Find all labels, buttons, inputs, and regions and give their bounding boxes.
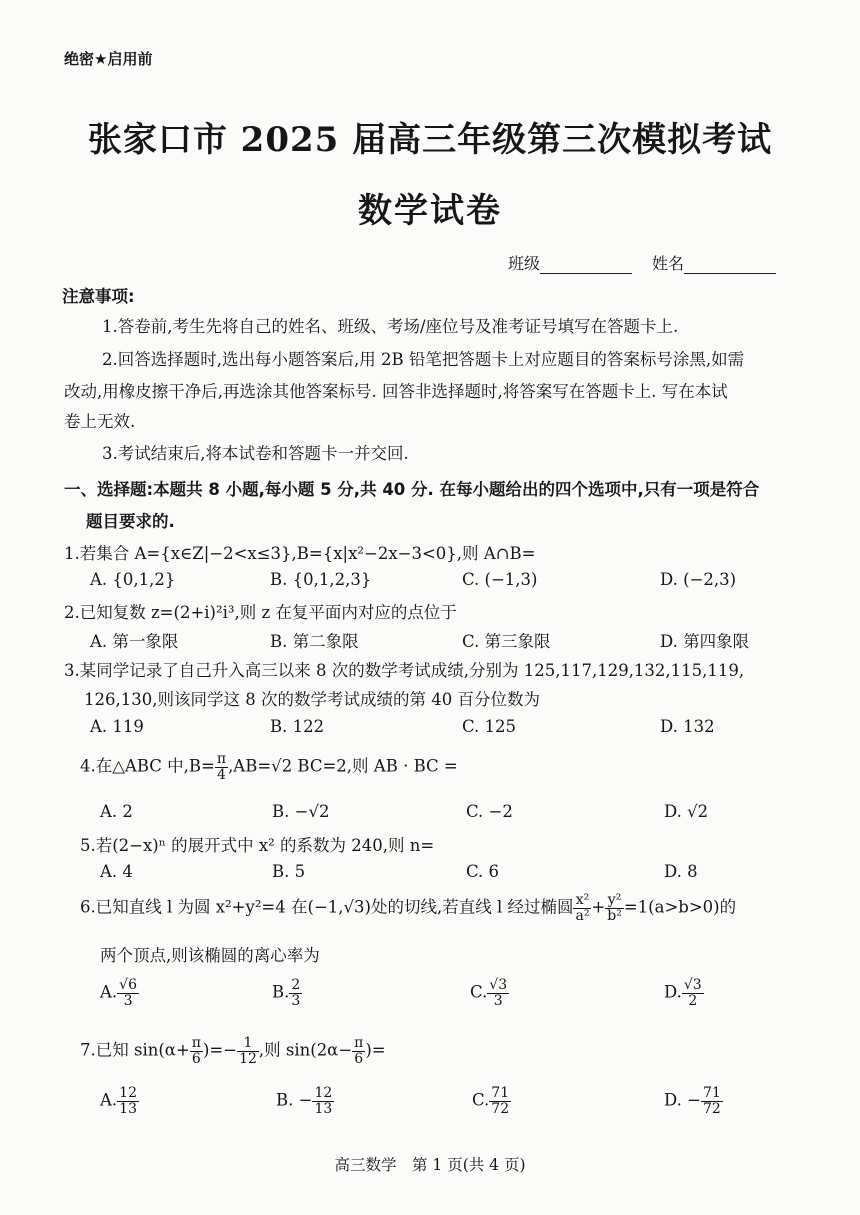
- q6-d-label: D.: [664, 982, 682, 1002]
- q7-f2-num: 1: [237, 1036, 259, 1052]
- q7-stem-d: )=: [365, 1040, 386, 1060]
- q6-stem-start: 6.已知直线 l 为圆 x²+y²=4 在(−1,√3)处的切线,若直线 l 经过椭圆: [80, 897, 574, 917]
- q7-b-frac: [312, 1086, 334, 1116]
- q6-a-num: √6: [119, 977, 137, 993]
- q6-d-num: √3: [683, 977, 702, 993]
- question-5-stem: 5.若(2−x)ⁿ 的展开式中 x² 的系数为 240,则 n=: [80, 836, 435, 855]
- q7-frac-3: [352, 1036, 365, 1066]
- q6-frac-x: [573, 893, 591, 923]
- q2-option-d: D. 第四象限: [660, 632, 750, 651]
- q1-option-b: B. {0,1,2,3}: [270, 570, 372, 589]
- note-3: 3.考试结束后,将本试卷和答题卡一并交回.: [102, 444, 409, 463]
- q6-plus: +: [591, 897, 606, 917]
- note-2-cont: 改动,用橡皮擦干净后,再选涂其他答案标号. 回答非选择题时,将答案写在答题卡上. 写在本试: [64, 382, 728, 401]
- q6-fy-num: y²: [605, 893, 624, 909]
- q2-option-a: A. 第一象限: [90, 632, 179, 651]
- q7-f2-den: 12: [239, 1050, 257, 1067]
- q6-c-den: 3: [493, 992, 503, 1009]
- q6-option-b: [272, 978, 302, 1008]
- q4-frac-num: π: [216, 751, 227, 767]
- q6-b-label: B.: [272, 982, 290, 1002]
- q6-fx-den: a²: [575, 907, 590, 924]
- q7-d-frac: [701, 1086, 723, 1116]
- q4-frac-den: 4: [217, 766, 226, 783]
- q6-a-label: A.: [100, 982, 118, 1002]
- q7-a-num: 12: [119, 1085, 137, 1101]
- q6-option-d: [664, 978, 704, 1008]
- q6-option-c: [470, 978, 509, 1008]
- exam-subtitle: 数学试卷: [358, 191, 502, 231]
- q7-d-label: D. −: [664, 1090, 701, 1110]
- q7-c-num: 71: [491, 1085, 510, 1101]
- q6-stem-end: =1(a>b>0)的: [623, 897, 737, 917]
- q6-b-num: 2: [291, 977, 301, 993]
- note-2: 2.回答选择题时,选出每小题答案后,用 2B 铅笔把答题卡上对应题目的答案标号涂黑,如需: [102, 350, 745, 369]
- q6-c-frac: [487, 978, 509, 1008]
- q7-f3-den: 6: [354, 1050, 364, 1067]
- note-1: 1.答卷前,考生先将自己的姓名、班级、考场/座位号及准考证号填写在答题卡上.: [102, 317, 679, 336]
- q6-a-den: 3: [123, 992, 133, 1009]
- name-blank: [684, 255, 776, 274]
- q7-c-label: C.: [472, 1090, 490, 1110]
- q7-b-num: 12: [314, 1085, 333, 1101]
- q7-frac-1: [190, 1036, 203, 1066]
- q6-option-a: [100, 978, 139, 1008]
- q3-option-d: D. 132: [660, 717, 715, 736]
- class-field: [508, 251, 632, 274]
- section-heading-cont: 题目要求的.: [86, 512, 175, 531]
- q5-option-a: A. 4: [100, 862, 133, 881]
- q7-option-a: [100, 1086, 139, 1116]
- name-label: 姓名: [652, 254, 685, 273]
- q6-b-den: 3: [291, 992, 301, 1009]
- q4-option-c: C. −2: [466, 802, 513, 821]
- q4-fraction: [215, 752, 228, 782]
- q3-option-a: A. 119: [90, 717, 144, 736]
- q4-option-a: A. 2: [100, 802, 133, 821]
- q7-c-frac: [489, 1086, 511, 1116]
- q7-stem-a: 7.已知 sin(α+: [80, 1040, 190, 1060]
- question-6-stem: [80, 893, 736, 923]
- q7-stem-b: )=−: [202, 1040, 238, 1060]
- q6-d-frac: [682, 978, 704, 1008]
- q7-d-den: 72: [702, 1100, 721, 1117]
- question-2-stem: 2.已知复数 z=(2+i)²i³,则 z 在复平面内对应的点位于: [64, 603, 457, 622]
- q7-f1-num: π: [191, 1035, 201, 1051]
- question-7-stem: [80, 1036, 386, 1066]
- q7-option-b: [276, 1086, 334, 1116]
- q3-option-b: B. 122: [270, 717, 325, 736]
- q6-d-den: 2: [688, 992, 698, 1009]
- q6-c-label: C.: [470, 982, 488, 1002]
- q6-c-num: √3: [489, 977, 508, 993]
- q7-a-label: A.: [100, 1090, 118, 1110]
- q2-option-c: C. 第三象限: [462, 632, 551, 651]
- note-2-end: 卷上无效.: [64, 412, 136, 431]
- q6-frac-y: [605, 893, 624, 923]
- q1-option-d: D. (−2,3): [660, 570, 737, 589]
- class-blank: [540, 255, 632, 274]
- q7-b-den: 13: [314, 1100, 333, 1117]
- q7-option-d: [664, 1086, 723, 1116]
- q4-option-b: B. −√2: [272, 802, 330, 821]
- q6-fx-num: x²: [573, 893, 591, 909]
- q7-b-label: B. −: [276, 1090, 313, 1110]
- q6-fy-den: b²: [607, 907, 622, 924]
- q5-option-b: B. 5: [272, 862, 306, 881]
- q7-f3-num: π: [354, 1035, 364, 1051]
- q2-option-b: B. 第二象限: [270, 632, 359, 651]
- q1-option-c: C. (−1,3): [462, 570, 538, 589]
- q7-frac-2: [237, 1036, 259, 1066]
- q6-a-frac: [117, 978, 139, 1008]
- q6-b-frac: [289, 978, 302, 1008]
- notes-heading: 注意事项:: [62, 287, 135, 306]
- question-1-stem: 1.若集合 A={x∈Z|−2<x≤3},B={x|x²−2x−3<0},则 A∩B=: [64, 544, 536, 563]
- class-label: 班级: [508, 254, 541, 273]
- section-heading: 一、选择题:本题共 8 小题,每小题 5 分,共 40 分. 在每小题给出的四个选项中,只有一项是符合: [64, 480, 760, 499]
- name-field: [652, 251, 776, 274]
- question-4-stem: [80, 752, 458, 782]
- q7-d-num: 71: [702, 1085, 721, 1101]
- q1-option-a: A. {0,1,2}: [90, 570, 176, 589]
- q5-option-d: D. 8: [664, 862, 698, 881]
- page-footer: 高三数学 第 1 页(共 4 页): [334, 1156, 526, 1174]
- q7-a-den: 13: [119, 1100, 137, 1117]
- q7-f1-den: 6: [191, 1050, 201, 1067]
- q5-option-c: C. 6: [466, 862, 500, 881]
- question-6-stem-cont: 两个顶点,则该椭圆的离心率为: [100, 946, 320, 965]
- q3-option-c: C. 125: [462, 717, 517, 736]
- confidential-label: 绝密★启用前: [64, 50, 153, 68]
- q7-option-c: [472, 1086, 511, 1116]
- q4-stem-end: ,AB=√2 BC=2,则 AB · BC =: [228, 756, 458, 776]
- q4-stem-start: 4.在△ABC 中,B=: [80, 756, 215, 776]
- q4-option-d: D. √2: [664, 802, 709, 821]
- q7-a-frac: [117, 1086, 139, 1116]
- exam-title: 张家口市 2025 届高三年级第三次模拟考试: [87, 120, 773, 160]
- question-3-stem-cont: 126,130,则该同学这 8 次的数学考试成绩的第 40 百分位数为: [84, 690, 540, 709]
- q7-c-den: 72: [491, 1100, 510, 1117]
- q7-stem-c: ,则 sin(2α−: [258, 1040, 353, 1060]
- question-3-stem: 3.某同学记录了自己升入高三以来 8 次的数学考试成绩,分别为 125,117,129,132,115,119,: [64, 661, 745, 680]
